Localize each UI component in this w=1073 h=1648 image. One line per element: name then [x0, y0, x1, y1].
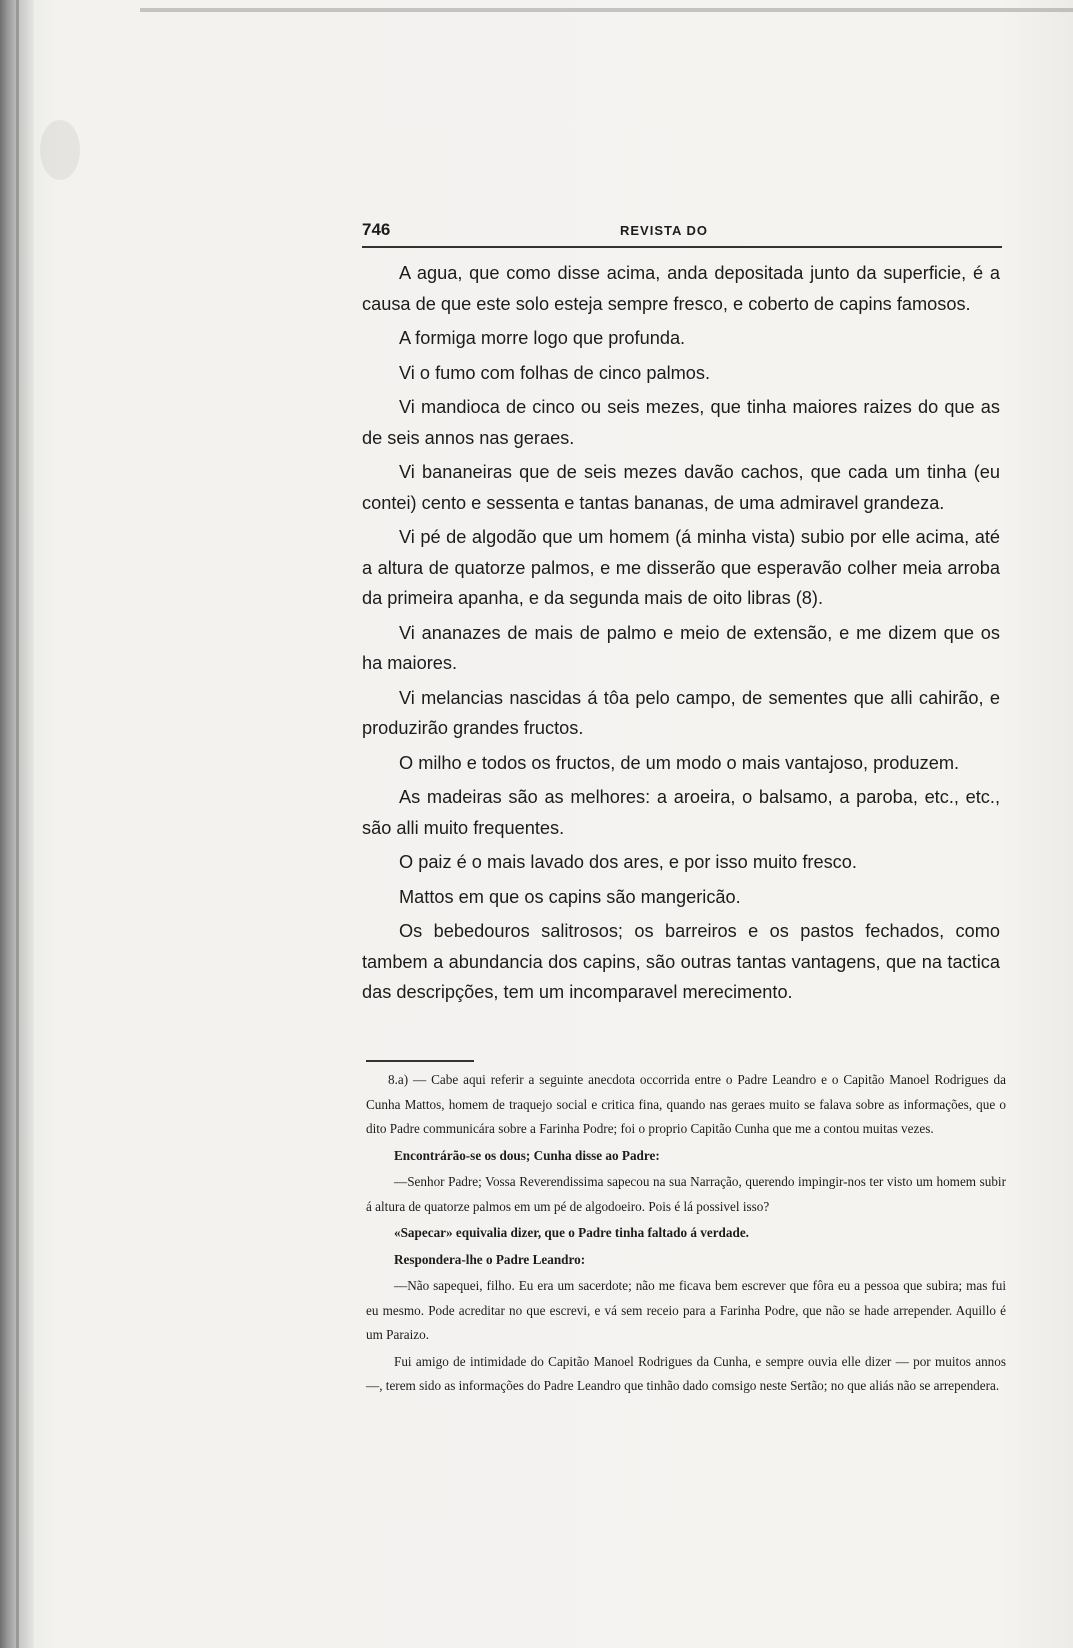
footnote-paragraph: Respondera-lhe o Padre Leandro:: [394, 1251, 586, 1267]
header-rule: [362, 246, 1002, 248]
body-paragraph: Vi o fumo com folhas de cinco palmos.: [399, 362, 711, 383]
body-paragraph: As madeiras são as melhores: a aroeira, o balsamo, a paroba, etc., etc., são alli muito frequentes.: [362, 787, 1000, 838]
footnote-paragraph: 8.a) — Cabe aqui referir a seguinte anecdota occorrida entre o Padre Leandro e o Capitão Manoel Rodrigues da Cunha Mattos, homem de traquejo social e critica fina, quando nas geraes muito se falava sobre as informações, que o dito Padre communicára sobre a Farinha Podre; foi o proprio Capitão Cunha que me a contou muitas vezes.: [366, 1072, 1006, 1136]
body-paragraph: Vi ananazes de mais de palmo e meio de extensão, e me dizem que os ha maiores.: [362, 622, 1000, 673]
footnote-rule: [366, 1060, 474, 1062]
page-number: 746: [362, 220, 391, 239]
scan-smudge: [40, 120, 80, 180]
body-paragraph: Vi melancias nascidas á tôa pelo campo, de sementes que alli cahirão, e produzirão grandes fructos.: [362, 687, 1000, 738]
page-header: [362, 220, 1002, 250]
scan-artifact-line: [16, 0, 19, 1648]
body-paragraph: Vi bananeiras que de seis mezes davão cachos, que cada um tinha (eu contei) cento e sessenta e tantas bananas, de uma admiravel grandeza.: [362, 462, 1000, 513]
body-paragraph: O paiz é o mais lavado dos ares, e por isso muito fresco.: [399, 852, 857, 872]
body-paragraph: A formiga morre logo que profunda.: [399, 328, 686, 348]
footnote-paragraph: «Sapecar» equivalia dizer, que o Padre tinha faltado á verdade.: [394, 1225, 749, 1240]
body-paragraph: Mattos em que os capins são mangericão.: [399, 886, 741, 907]
footnote-paragraph: Encontrárão-se os dous; Cunha disse ao Padre:: [394, 1147, 660, 1163]
running-title: REVISTA DO: [620, 223, 709, 238]
body-text: [362, 258, 1000, 1012]
footnote-paragraph: —Senhor Padre; Vossa Reverendissima sapecou na sua Narração, querendo impingir-nos ter visto um homem subir á altura de quatorze palmos em um pé de algodoeiro. Pois é lá possivel isso?: [366, 1174, 1006, 1214]
body-paragraph: A agua, que como disse acima, anda depositada junto da superficie, é a causa de que este solo esteja sempre fresco, e coberto de capins famosos.: [362, 263, 1000, 314]
footnote-paragraph: Fui amigo de intimidade do Capitão Manoel Rodrigues da Cunha, e sempre ouvia elle dizer — por muitos annos —, terem sido as informações do Padre Leandro que tinhão dado comsigo neste Sertão; no que aliás não se arrependera.: [366, 1353, 1006, 1393]
body-paragraph: Vi mandioca de cinco ou seis mezes, que tinha maiores raizes do que as de seis annos nas geraes.: [362, 397, 1000, 448]
page-top-edge: [140, 8, 1073, 12]
footnote-paragraph: —Não sapequei, filho. Eu era um sacerdote; não me ficava bem escrever que fôra eu a pessoa que subira; mas fui eu mesmo. Pode acreditar no que escrevi, e vá sem receio para a Farinha Podre, que não se hade arrepender. Aquillo é um Paraizo.: [366, 1278, 1006, 1342]
body-paragraph: Vi pé de algodão que um homem (á minha vista) subio por elle acima, até a altura de quatorze palmos, e me disserão que esperavão colher meia arroba da primeira apanha, e da segunda mais de oito libras (8).: [362, 527, 1000, 608]
body-paragraph: O milho e todos os fructos, de um modo o mais vantajoso, produzem.: [399, 752, 960, 773]
body-paragraph: Os bebedouros salitrosos; os barreiros e os pastos fechados, como tambem a abundancia dos capins, são outras tantas vantagens, que na tactica das descripções, tem um incomparavel merecimento.: [362, 921, 1000, 1002]
footnotes: [366, 1068, 1006, 1401]
